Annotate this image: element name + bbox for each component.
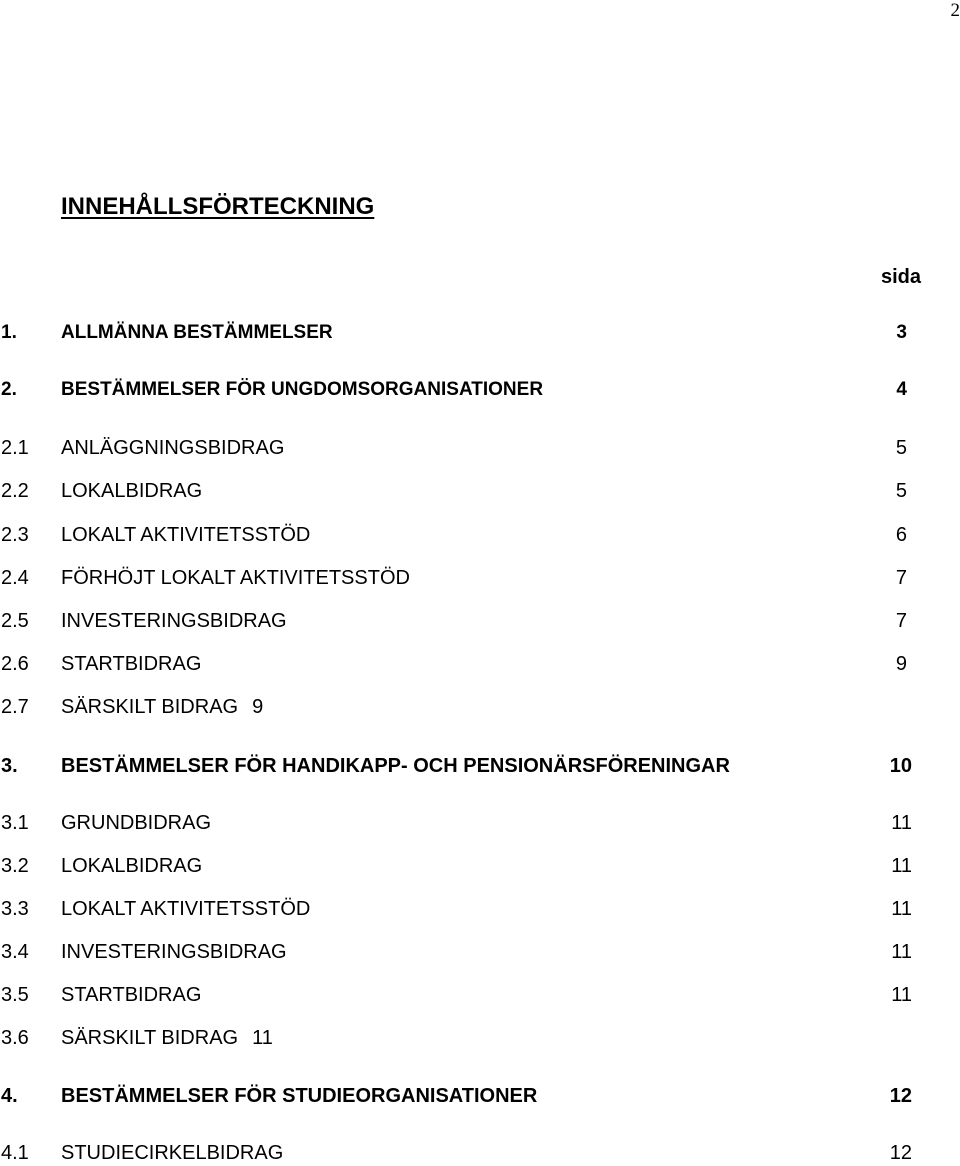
toc-entry-2-3[interactable] xyxy=(0,522,960,548)
toc-entry-page: 11 xyxy=(891,810,912,836)
toc-entry-4[interactable] xyxy=(0,1083,960,1109)
page-column-label: sida xyxy=(881,264,921,290)
toc-entry-3-6[interactable] xyxy=(0,1025,960,1051)
toc-entry-label: LOKALBIDRAG xyxy=(61,478,202,504)
toc-entry-page: 11 xyxy=(252,1025,273,1051)
toc-entry-3-3[interactable] xyxy=(0,896,960,922)
toc-entry-label: GRUNDBIDRAG xyxy=(61,810,211,836)
toc-entry-label: STUDIECIRKELBIDRAG xyxy=(61,1140,283,1166)
toc-entry-3-4[interactable] xyxy=(0,939,960,965)
toc-entry-page: 11 xyxy=(891,896,912,922)
toc-entry-page: 10 xyxy=(890,753,912,779)
toc-entry-number: 3.5 xyxy=(1,982,29,1008)
toc-entry-page: 3 xyxy=(896,320,907,346)
toc-entry-number: 2.2 xyxy=(1,478,29,504)
toc-entry-number: 2. xyxy=(1,377,17,403)
toc-entry-number: 2.1 xyxy=(1,435,29,461)
toc-entry-1[interactable] xyxy=(0,320,960,346)
toc-entry-label: SÄRSKILT BIDRAG xyxy=(61,694,238,720)
toc-entry-label: BESTÄMMELSER FÖR HANDIKAPP- OCH PENSIONÄRSFÖRENINGAR xyxy=(61,753,730,779)
toc-entry-number: 2.3 xyxy=(1,522,29,548)
toc-entry-number: 3.6 xyxy=(1,1025,29,1051)
toc-entry-number: 3.1 xyxy=(1,810,29,836)
toc-entry-number: 4.1 xyxy=(1,1140,29,1166)
toc-entry-number: 2.6 xyxy=(1,651,29,677)
toc-entry-number: 3.3 xyxy=(1,896,29,922)
toc-entry-3-1[interactable] xyxy=(0,810,960,836)
toc-entry-label: BESTÄMMELSER FÖR STUDIEORGANISATIONER xyxy=(61,1083,537,1109)
toc-entry-label: LOKALT AKTIVITETSSTÖD xyxy=(61,896,310,922)
toc-entry-page: 4 xyxy=(896,377,907,403)
toc-entry-page: 5 xyxy=(896,478,907,504)
toc-entry-page: 12 xyxy=(890,1140,912,1166)
toc-entry-2-4[interactable] xyxy=(0,565,960,591)
toc-entry-label: LOKALT AKTIVITETSSTÖD xyxy=(61,522,310,548)
toc-entry-2-1[interactable] xyxy=(0,435,960,461)
toc-entry-number: 2.7 xyxy=(1,694,29,720)
toc-entry-number: 4. xyxy=(1,1083,18,1109)
toc-entry-label: STARTBIDRAG xyxy=(61,982,201,1008)
toc-entry-2[interactable] xyxy=(0,377,960,403)
toc-entry-number: 3.4 xyxy=(1,939,29,965)
toc-entry-3[interactable] xyxy=(0,753,960,779)
toc-entry-number: 3. xyxy=(1,753,18,779)
toc-entry-label: INVESTERINGSBIDRAG xyxy=(61,608,287,634)
toc-entry-page: 9 xyxy=(252,694,263,720)
toc-entry-2-7[interactable] xyxy=(0,694,960,720)
toc-entry-page: 6 xyxy=(896,522,907,548)
toc-entry-page: 11 xyxy=(891,853,912,879)
toc-entry-page: 11 xyxy=(891,939,912,965)
toc-entry-label: SÄRSKILT BIDRAG xyxy=(61,1025,238,1051)
toc-entry-label: INVESTERINGSBIDRAG xyxy=(61,939,287,965)
toc-entry-label: BESTÄMMELSER FÖR UNGDOMSORGANISATIONER xyxy=(61,377,543,403)
toc-entry-number: 3.2 xyxy=(1,853,29,879)
toc-entry-label: ALLMÄNNA BESTÄMMELSER xyxy=(61,320,333,346)
toc-entry-page: 7 xyxy=(896,608,907,634)
page-number: 2 xyxy=(951,0,960,22)
toc-entry-number: 1. xyxy=(1,320,17,346)
toc-entry-page: 5 xyxy=(896,435,907,461)
toc-entry-2-6[interactable] xyxy=(0,651,960,677)
toc-entry-label: STARTBIDRAG xyxy=(61,651,201,677)
toc-entry-2-5[interactable] xyxy=(0,608,960,634)
toc-entry-number: 2.5 xyxy=(1,608,29,634)
toc-entry-3-2[interactable] xyxy=(0,853,960,879)
toc-entry-page: 7 xyxy=(896,565,907,591)
toc-entry-3-5[interactable] xyxy=(0,982,960,1008)
toc-entry-2-2[interactable] xyxy=(0,478,960,504)
toc-entry-label: ANLÄGGNINGSBIDRAG xyxy=(61,435,284,461)
toc-title: INNEHÅLLSFÖRTECKNING xyxy=(61,192,374,222)
toc-entry-4-1[interactable] xyxy=(0,1140,960,1166)
toc-entry-label: FÖRHÖJT LOKALT AKTIVITETSSTÖD xyxy=(61,565,410,591)
toc-entry-number: 2.4 xyxy=(1,565,29,591)
toc-entry-page: 9 xyxy=(896,651,907,677)
toc-entry-page: 11 xyxy=(891,982,912,1008)
toc-entry-page: 12 xyxy=(890,1083,912,1109)
toc-entry-label: LOKALBIDRAG xyxy=(61,853,202,879)
